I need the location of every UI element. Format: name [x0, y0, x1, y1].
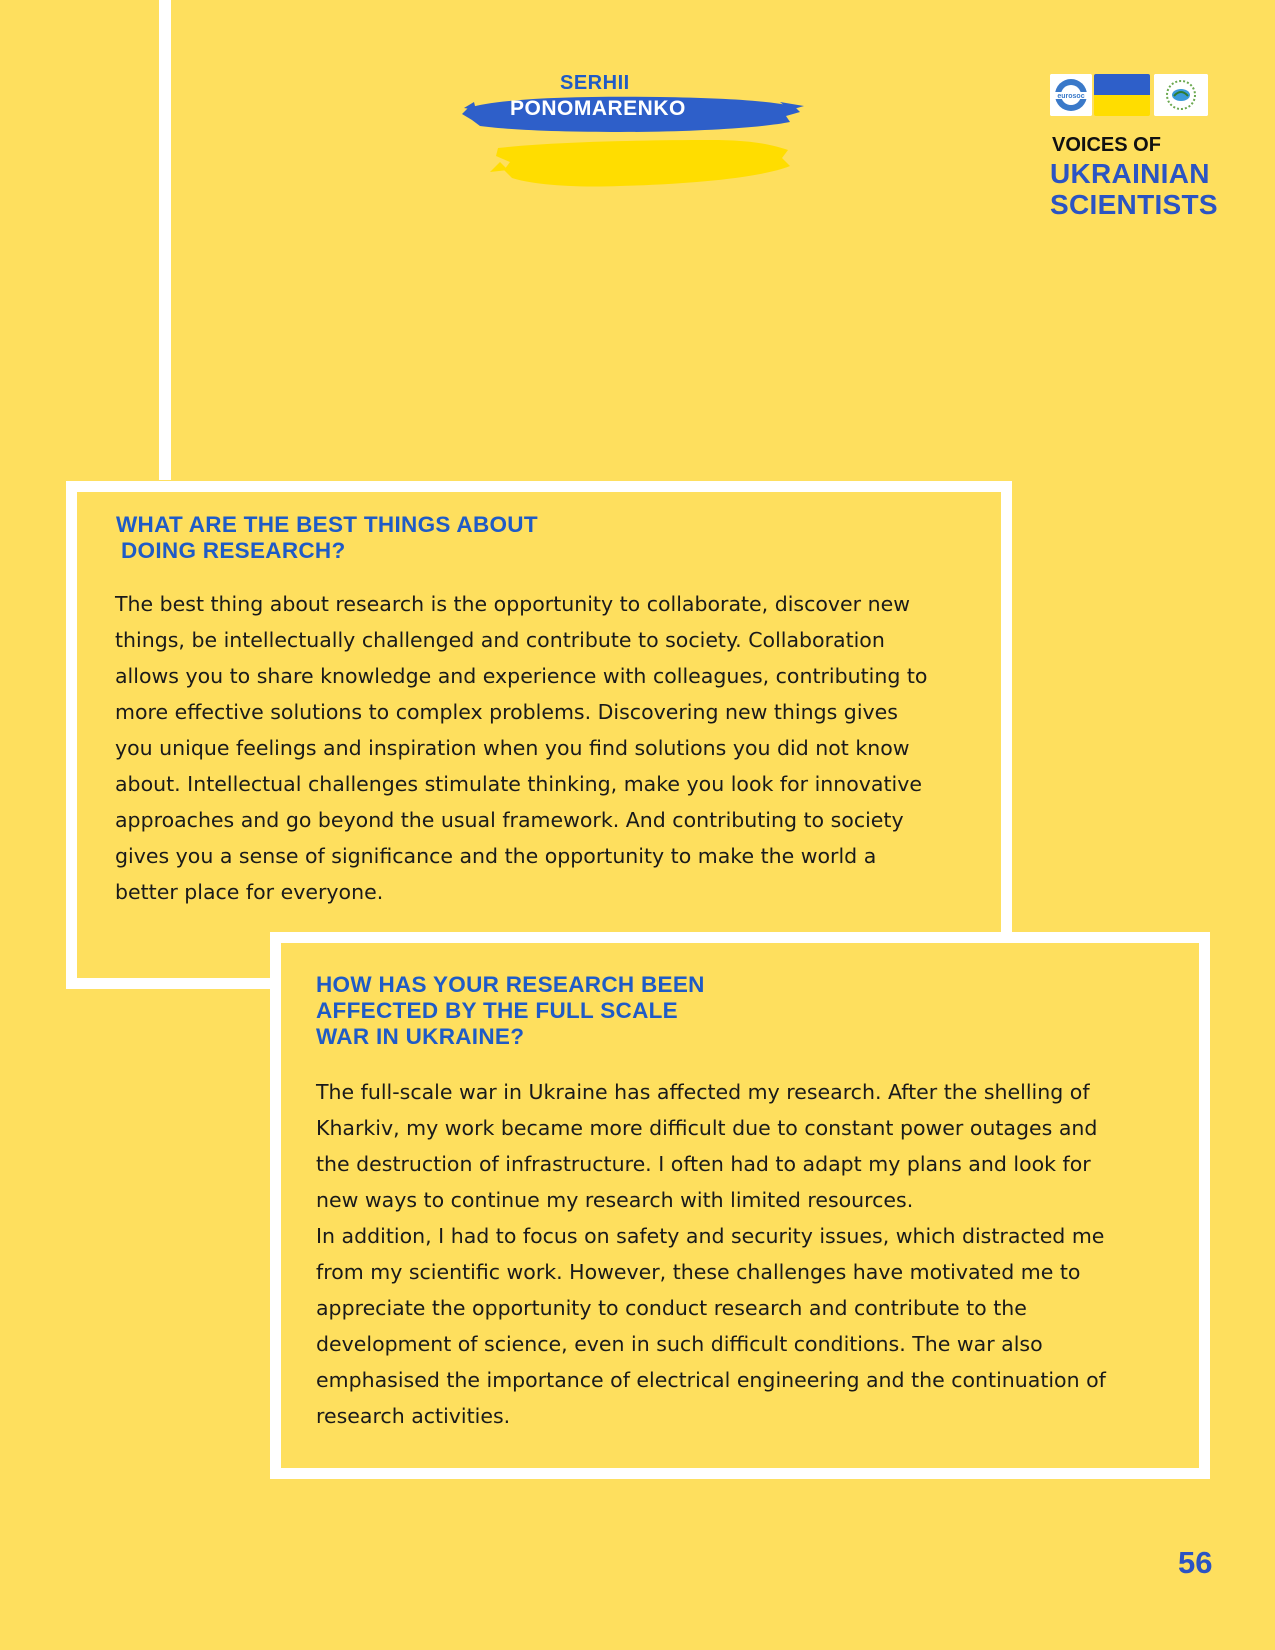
answer-2-line: the destruction of infrastructure. I often had to adapt my plans and look for: [316, 1152, 1091, 1176]
partner-logos: [1050, 74, 1210, 118]
question-heading-2-line2: AFFECTED BY THE FULL SCALE: [316, 998, 678, 1023]
answer-2-line: research activities.: [316, 1404, 511, 1428]
ukraine-flag-icon: [1094, 74, 1150, 116]
flag-brush-stroke-icon: [460, 62, 810, 202]
answer-1-line: about. Intellectual challenges stimulate thinking, make you look for innovative: [115, 772, 922, 796]
answer-2-line: development of science, even in such difficult conditions. The war also: [316, 1332, 1043, 1356]
answer-2-line: emphasised the importance of electrical engineering and the continuation of: [316, 1368, 1106, 1392]
answer-1-line: allows you to share knowledge and experience with colleagues, contributing to: [115, 664, 928, 688]
answer-2-line: The full-scale war in Ukraine has affected my research. After the shelling of: [316, 1080, 1090, 1104]
partner-logo-icon: [1154, 74, 1208, 116]
answer-2-line: In addition, I had to focus on safety and security issues, which distracted me: [316, 1224, 1105, 1248]
answer-2-line: new ways to continue my research with limited resources.: [316, 1188, 914, 1212]
question-heading-1-line2: DOING RESEARCH?: [121, 538, 346, 563]
author-name-block: [460, 62, 810, 202]
eurosoc-logo-text: eurosoc: [1057, 93, 1085, 100]
question-heading-1-line1: WHAT ARE THE BEST THINGS ABOUT: [116, 512, 538, 537]
answer-1-line: The best thing about research is the opportunity to collaborate, discover new: [115, 592, 910, 616]
author-first-name: SERHII: [560, 72, 630, 94]
brand-title-line2: UKRAINIAN: [1050, 158, 1210, 189]
answer-1-line: approaches and go beyond the usual framework. And contributing to society: [115, 808, 904, 832]
author-last-name: PONOMARENKO: [510, 97, 686, 120]
eurosoc-logo-icon: [1050, 74, 1092, 116]
answer-1-line: things, be intellectually challenged and contribute to society. Collaboration: [115, 628, 885, 652]
decorative-vertical-line: [159, 0, 171, 480]
answer-2-line: Kharkiv, my work became more difficult due to constant power outages and: [316, 1116, 1098, 1140]
answer-2-line: appreciate the opportunity to conduct research and contribute to the: [316, 1296, 1027, 1320]
answer-1-line: you unique feelings and inspiration when you find solutions you did not know: [115, 736, 910, 760]
question-heading-2-line3: WAR IN UKRAINE?: [316, 1024, 525, 1049]
answer-1-line: better place for everyone.: [115, 880, 384, 904]
brand-title-line1: VOICES OF: [1052, 134, 1161, 156]
answer-paragraph-2: [316, 1074, 1106, 1434]
question-heading-2-line1: HOW HAS YOUR RESEARCH BEEN: [316, 972, 705, 997]
page-number: 56: [1178, 1545, 1213, 1580]
answer-1-line: more effective solutions to complex problems. Discovering new things gives: [115, 700, 898, 724]
answer-paragraph-1: [115, 586, 927, 910]
answer-1-line: gives you a sense of significance and the opportunity to make the world a: [115, 844, 877, 868]
brand-title-line3: SCIENTISTS: [1050, 189, 1218, 220]
answer-2-line: from my scientific work. However, these challenges have motivated me to: [316, 1260, 1081, 1284]
